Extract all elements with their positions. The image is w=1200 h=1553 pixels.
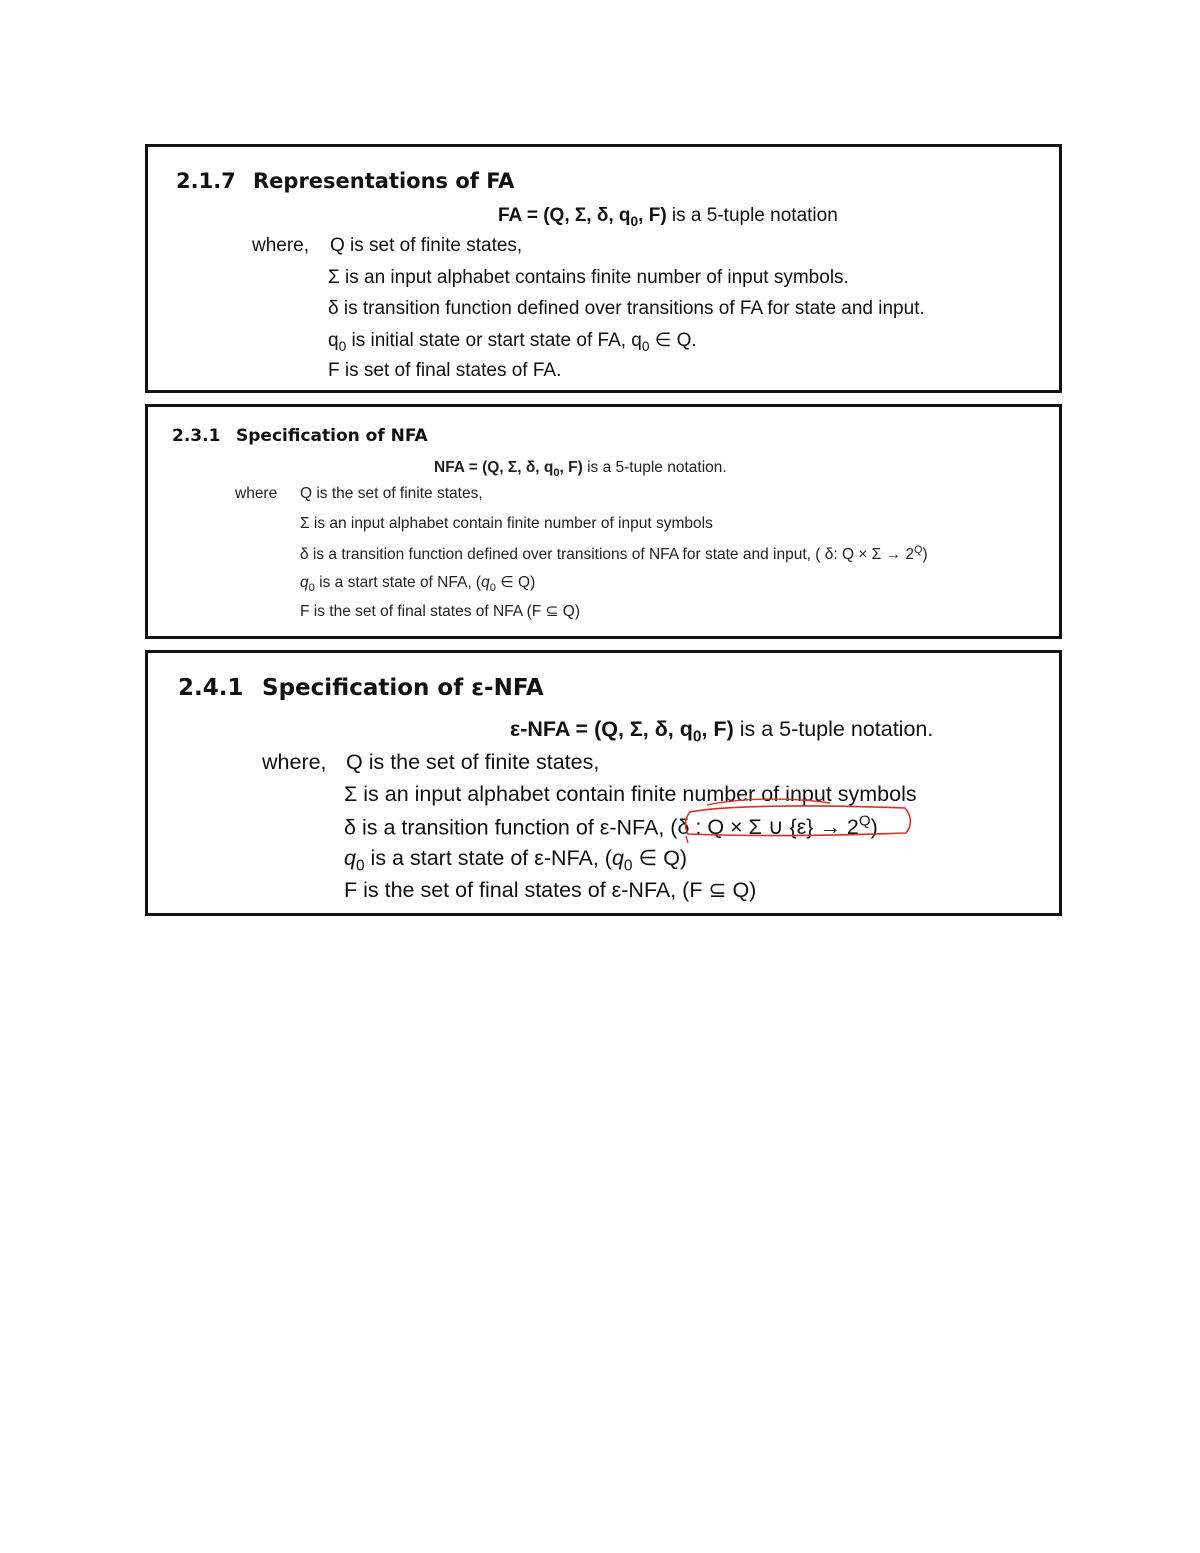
alphabet-line: Σ is an input alphabet contain finite number of input symbols: [300, 515, 713, 532]
where-label: where,: [252, 235, 310, 256]
final-states-line: F is the set of final states of ε-NFA, (F ⊆ Q): [344, 878, 757, 902]
transition-line: δ is a transition function defined over transitions of NFA for state and input, ( δ: $Q \times \Sigma \to 2^Q$): [300, 544, 928, 563]
enfa-specification-box: [145, 650, 1062, 916]
section-number: 2.3.1: [172, 426, 221, 446]
start-state-line: $q_0$ is a start state of NFA, ($q_0$ ∈ Q): [300, 574, 536, 594]
section-title: Specification of ε-NFA: [262, 675, 544, 701]
fa-tuple-definition: FA = (Q, Σ, δ, $q_0$, F) is a 5-tuple notation: [498, 205, 838, 229]
alphabet-line: Σ is an input alphabet contain finite number of input symbols: [344, 782, 917, 806]
start-state-line: $q_0$ is initial state or start state of FA, $q_0$ ∈ Q.: [328, 330, 697, 354]
section-number: 2.1.7: [176, 169, 236, 193]
enfa-tuple-definition: ε-NFA = (Q, Σ, δ, $q_0$, F) is a 5-tuple notation.: [510, 717, 934, 746]
states-line: Q is the set of finite states,: [300, 485, 483, 502]
where-label: where,: [262, 750, 327, 774]
nfa-tuple-definition: NFA = (Q, Σ, δ, $q_0$, F) is a 5-tuple notation.: [434, 459, 727, 479]
nfa-specification-box: [145, 404, 1062, 639]
final-states-line: F is the set of final states of NFA (F ⊆ Q): [300, 603, 581, 620]
states-line: Q is set of finite states,: [330, 235, 523, 256]
section-title: Representations of FA: [253, 169, 515, 193]
transition-line: δ is transition function defined over transitions of FA for state and input.: [328, 298, 925, 319]
start-state-line: $q_0$ is a start state of ε-NFA, ($q_0$ ∈ Q): [344, 846, 688, 875]
transition-expression: (δ : Q × Σ ∪ $\{\varepsilon\} \to 2^Q$): [670, 813, 878, 840]
section-number: 2.4.1: [178, 675, 244, 701]
fa-representation-box: [145, 144, 1062, 393]
section-title: Specification of NFA: [236, 426, 428, 446]
transition-line: δ is a transition function of ε-NFA, (δ : Q × Σ ∪ $\{\varepsilon\} \to 2^Q$): [344, 813, 878, 840]
where-label: where: [235, 485, 278, 502]
final-states-line: F is set of final states of FA.: [328, 360, 562, 381]
states-line: Q is the set of finite states,: [346, 750, 600, 774]
alphabet-line: Σ is an input alphabet contains finite number of input symbols.: [328, 267, 849, 288]
